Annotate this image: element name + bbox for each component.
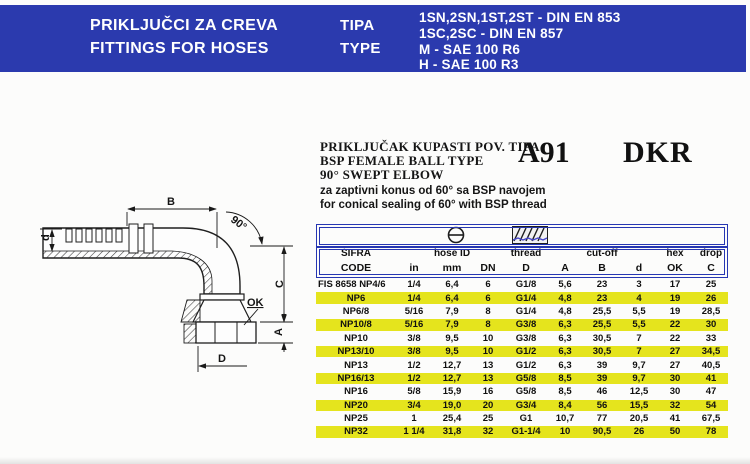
table-cell: NP13/10 [337,346,375,358]
product-series: DKR [623,136,693,169]
table-cell: NP25 [344,413,368,425]
table-cell: 26 [633,426,645,438]
table-cell: 13 [482,359,494,371]
table-cell: 10 [482,346,494,358]
table-row [316,412,728,425]
type-code-line: 1SC,2SC - DIN EN 857 [419,25,564,41]
table-cell: 41 [705,372,717,384]
product-code: A91 [518,136,570,169]
table-row [316,291,728,304]
table-cell: 39 [596,359,608,371]
hex-nut [196,322,256,343]
table-cell: 7 [636,332,642,344]
col-header: A [561,262,569,274]
table-cell: 12,5 [629,386,649,398]
table-cell: 30,5 [592,346,612,358]
table-cell: 47 [705,386,717,398]
header-title [90,14,320,60]
table-cell: 3/8 [407,346,421,358]
table-cell: 20 [482,399,494,411]
table-cell: 54 [705,399,717,411]
table-cell: NP10/8 [340,319,372,331]
col-header: mm [442,262,462,274]
table-cell: 23 [596,292,608,304]
table-cell: 7,9 [445,305,459,317]
table-cell: 8 [485,319,491,331]
col-header: d [635,262,643,274]
table-cell: 9,7 [632,359,646,371]
table-cell: NP20 [344,399,368,411]
table-row [316,345,728,358]
table-cell: 5,6 [558,279,572,291]
table-cell: 32 [482,426,494,438]
product-desc-en: for conical sealing of 60° with BSP thread [320,198,547,211]
table-cell: 39 [596,372,608,384]
table-cell: 28,5 [701,305,721,317]
table-cell: 90,5 [592,426,612,438]
table-cell: 6,3 [558,332,572,344]
header-title-sr: PRIKLJUČCI ZA CREVA [90,17,279,34]
table-cell: 6 [485,292,491,304]
table-cell: G1/4 [515,305,537,317]
type-label-sr: TIPA [340,17,375,34]
dim-label-c: C [274,280,286,288]
table-cell: 1/4 [407,292,421,304]
product-desc-sr: za zaptivni konus od 60° sa BSP navojem [320,185,546,197]
table-row [316,372,728,385]
table-cell: 3 [636,279,642,291]
table-cell: NP6 [346,292,366,304]
table-cell: 3/4 [407,399,421,411]
table-cell: 22 [669,319,681,331]
table-row [316,305,728,318]
table-cell: 5/8 [407,386,421,398]
table-cell: 10 [482,332,494,344]
table-cell: G1 [519,413,533,425]
table-cell: G5/8 [515,386,537,398]
table-cell: 19,0 [442,399,462,411]
table-cell: NP32 [344,426,368,438]
table-row [316,318,728,331]
table-cell: 30 [705,319,717,331]
product-name-type: 90° SWEPT ELBOW [320,166,444,182]
table-cell: 25 [482,413,494,425]
table-row [316,425,728,438]
col-header: CODE [340,262,372,274]
table-cell: 22 [669,332,681,344]
table-cell: 8,5 [558,372,572,384]
header-title-en: FITTINGS FOR HOSES [90,40,269,57]
table-cell: G1/2 [515,359,537,371]
col-header: DN [480,262,496,274]
table-group-header-row [316,246,728,261]
table-cell: G3/4 [515,399,537,411]
flange-section [181,300,200,322]
table-cell: 78 [705,426,717,438]
type-code-line: M - SAE 100 R6 [419,41,521,57]
table-cell: 7,9 [445,319,459,331]
table-cell: 9,5 [445,346,459,358]
table-cell: 30 [669,386,681,398]
table-cell: 1 1/4 [403,426,425,438]
table-cell: 1/2 [407,372,421,384]
table-cell: 12,7 [442,372,462,384]
product-name-sr: PRIKLJUČAK KUPASTI POV. TIPA [320,139,540,154]
table-cell: 12,7 [442,359,462,371]
table-cell: 9,7 [632,372,646,384]
table-cell: G1/2 [515,346,537,358]
table-cell: 1 [411,413,417,425]
col-header: in [409,262,419,274]
table-cell: 6 [485,279,491,291]
fitting-drawing [15,190,310,395]
product-description [320,185,547,212]
group-header-hose-id: hose ID [433,248,471,259]
table-cell: 10,7 [555,413,575,425]
table-cell: 7 [636,346,642,358]
table-row [316,358,728,371]
table-row [316,332,728,345]
table-cell: 33 [705,332,717,344]
group-header-hex: hex [666,248,684,259]
header-type-codes [419,10,620,73]
col-header: B [598,262,606,274]
table-cell: 10 [559,426,571,438]
cone [193,300,251,322]
group-header-code: ŠIFRA [341,248,371,259]
table-row [316,278,728,291]
table-cell: G1/4 [515,292,537,304]
section-hatch [43,251,212,294]
table-cell: 1/4 [407,279,421,291]
table-cell: 23 [596,279,608,291]
table-cell: G5/8 [515,372,537,384]
table-cell: 4,8 [558,292,572,304]
table-cell: G1/8 [515,279,537,291]
dim-label-a: A [273,328,285,336]
dim-label-angle: 90° [228,213,249,234]
table-row [316,385,728,398]
table-cell: G1-1/4 [511,426,541,438]
table-cell: 4 [636,292,642,304]
table-cell: 27 [669,346,681,358]
table-cell: 25,5 [592,305,612,317]
table-cell: 6,3 [558,359,572,371]
spec-table [316,224,728,438]
table-cell: 16 [482,386,494,398]
table-cell: 30,5 [592,332,612,344]
table-cell: 56 [596,399,608,411]
table-row [316,399,728,412]
table-cell: NP13 [344,359,368,371]
table-cell: 5/16 [404,319,424,331]
table-cell: 8 [485,305,491,317]
group-header-drop: drop [699,248,723,259]
table-cell: 4,8 [558,305,572,317]
table-cell: G3/8 [515,332,537,344]
table-cell: 50 [669,426,681,438]
table-cell: 46 [596,386,608,398]
col-header: OK [667,262,683,274]
table-cell: NP6/8 [342,305,370,317]
table-cell: 31,8 [442,426,462,438]
table-cell: 32 [669,399,681,411]
table-cell: 67,5 [701,413,721,425]
table-cell: 1/2 [407,359,421,371]
table-cell: NP10 [344,332,368,344]
table-column-header-row [316,261,728,276]
hose-id-icon [447,226,465,244]
table-cell: 6,4 [445,292,459,304]
table-cell: 25,5 [592,319,612,331]
collar [200,294,244,300]
table-cell: 19 [669,305,681,317]
table-cell: 17 [669,279,681,291]
table-cell: NP16 [344,386,368,398]
col-header: C [707,262,715,274]
table-cell: 19 [669,292,681,304]
table-cell: 26 [705,292,717,304]
product-name-block [320,140,540,181]
table-cell: 5,5 [632,319,646,331]
table-cell: 15,5 [629,399,649,411]
table-cell: 77 [596,413,608,425]
table-cell: 27 [669,359,681,371]
thread-icon [512,226,548,244]
dim-label-b: B [167,196,175,208]
header-type-label [340,14,381,60]
group-header-thread: thread [510,248,542,259]
type-code-line: 1SN,2SN,1ST,2ST - DIN EN 853 [419,10,621,25]
table-cell: 30 [669,372,681,384]
table-cell: 5,5 [632,305,646,317]
dim-label-ok: OK [247,297,264,309]
table-cell: 41 [669,413,681,425]
table-cell: 8,5 [558,386,572,398]
table-cell: 5/16 [404,305,424,317]
table-cell: 3/8 [407,332,421,344]
type-label-en: TYPE [340,40,381,57]
dim-label-d: d [40,234,52,241]
group-header-cutoff: cut-off [586,248,618,259]
table-cell: 8,4 [558,399,572,411]
table-cell: 34,5 [701,346,721,358]
table-cell: NP16/13 [337,372,375,384]
table-cell: G3/8 [515,319,537,331]
product-name-en: BSP FEMALE BALL TYPE [320,152,484,168]
table-cell: 6,3 [558,346,572,358]
table-cell: FIS 8658 NP4/6 [318,279,386,291]
table-cell: 40,5 [701,359,721,371]
table-cell: 25,4 [442,413,462,425]
table-cell: 20,5 [629,413,649,425]
header-bar [0,5,746,72]
table-icon-row [316,224,728,246]
type-code-line: H - SAE 100 R3 [419,57,519,73]
table-cell: 15,9 [442,386,462,398]
col-header: D [522,262,530,274]
table-cell: 9,5 [445,332,459,344]
nut-section-hatch [184,324,196,343]
table-cell: 6,3 [558,319,572,331]
dim-label-dd: D [218,353,226,365]
table-cell: 6,4 [445,279,459,291]
table-cell: 25 [705,279,717,291]
table-cell: 13 [482,372,494,384]
table-rows [316,278,728,439]
